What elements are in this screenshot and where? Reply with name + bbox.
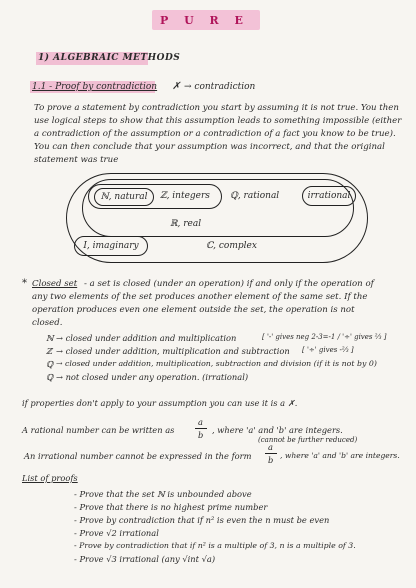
bullet: * — [22, 278, 27, 289]
integers-label: ℤ, integers — [160, 191, 210, 201]
intro-line: You can then conclude that your assumption was incorrect, and that the original — [34, 142, 385, 152]
integers-symbol: ℤ — [46, 346, 53, 356]
irrational-symbol: ℚ — [46, 372, 54, 382]
closed-set-heading: Closed set — [32, 279, 78, 289]
section-heading: 1) ALGEBRAIC METHODS — [38, 53, 181, 63]
fraction-numerator: a — [198, 417, 203, 427]
complex-label: ℂ, complex — [206, 241, 257, 251]
subsection-heading: 1.1 - Proof by contradiction — [32, 82, 158, 92]
closed-set-line: operation produces even one element outside the set, the operation is not — [32, 305, 355, 315]
imaginary-set: I, imaginary — [74, 236, 148, 256]
closed-set-line: any two elements of the set produces another element of the same set. If the — [32, 292, 368, 302]
irrational-definition: An irrational number cannot be expressed in the form — [24, 451, 252, 461]
rational-definition: A rational number can be written as — [22, 425, 175, 435]
natural-set: ℕ, natural — [94, 188, 154, 206]
natural-symbol: ℕ — [46, 333, 54, 343]
fraction-numerator: a — [268, 442, 273, 452]
proofs-heading: List of proofs — [22, 473, 78, 483]
proof-item: - Prove by contradiction that if n² is even the n must be even — [74, 515, 330, 525]
intro-line: statement was true — [34, 155, 119, 165]
real-label: ℝ, real — [170, 219, 202, 229]
fraction-bar — [265, 453, 277, 454]
page-title: P U R E — [160, 14, 249, 27]
intro-line: a contradiction of the assumption or a contradiction of a fact you know to be true). — [34, 129, 396, 139]
closed-item-note: [ '-' gives neg 2-3=-1 / '÷' gives ⅔ ] — [262, 333, 387, 341]
closed-item: → closed under addition and multiplication — [56, 333, 237, 343]
proof-item: - Prove √2 irrational — [74, 528, 159, 538]
rational-label: ℚ, rational — [230, 191, 280, 201]
rational-note: (cannot be further reduced) — [258, 436, 358, 444]
irrational-set: irrational — [302, 186, 356, 206]
rational-definition-end: , where 'a' and 'b' are integers. — [212, 425, 343, 435]
closed-item-note: [ '÷' gives -⅔ ] — [302, 346, 354, 354]
proof-item: - Prove √3 irrational (any √int √a) — [74, 554, 216, 564]
fraction-denominator: b — [198, 430, 204, 440]
proof-item: - Prove that the set ℕ is unbounded above — [74, 489, 252, 499]
proof-item: - Prove that there is no highest prime number — [74, 502, 268, 512]
closed-item: → closed under addition, multiplication, subtraction and division (if it is not by 0) — [56, 359, 377, 368]
irrational-definition-end: , where 'a' and 'b' are integers. — [280, 451, 400, 460]
rational-symbol: ℚ — [46, 359, 54, 369]
fraction-bar — [195, 428, 207, 429]
closed-item: → closed under addition, multiplication and subtraction — [56, 346, 290, 356]
proof-item: - Prove by contradiction that if n² is a multiple of 3, n is a multiple of 3. — [74, 541, 356, 550]
closed-set-line: closed. — [32, 318, 63, 328]
closed-item: → not closed under any operation. (irrational) — [56, 372, 249, 382]
properties-text: if properties don't apply to your assumption you can use it is a ✗. — [22, 398, 298, 408]
intro-line: To prove a statement by contradiction you start by assuming it is not true. You then — [34, 103, 399, 113]
fraction-denominator: b — [268, 455, 274, 465]
intro-line: use logical steps to show that this assumption leads to something impossible (either — [34, 116, 402, 126]
cross-icon: ✗ — [172, 81, 181, 92]
closed-set-line: - a set is closed (under an operation) if and only if the operation of — [84, 279, 374, 289]
contradiction-arrow-text: → contradiction — [184, 82, 256, 92]
